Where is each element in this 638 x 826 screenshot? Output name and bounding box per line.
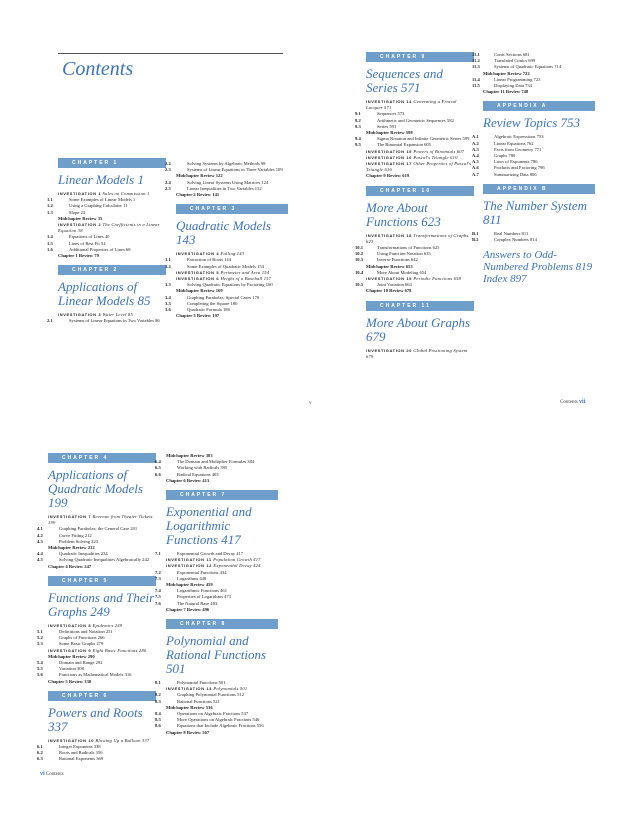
review-entry: Midchapter Review 598	[366, 130, 413, 136]
folio-center: v	[309, 401, 312, 406]
investigation-entry	[366, 161, 474, 173]
section-number: A.1	[472, 134, 479, 140]
section-title: Translated Conics 699	[494, 58, 536, 64]
section-title: Domain and Range 292	[59, 660, 103, 666]
chapter-block	[483, 249, 595, 285]
section-number: B.1	[472, 230, 479, 236]
investigation-title: Height of a Baseball 157	[220, 276, 272, 282]
section-title: Quadratic Inequalities 234	[59, 551, 108, 557]
section-title: Products and Factoring 796	[494, 165, 545, 171]
section-title: Systems of Quadratic Equations 714	[494, 64, 562, 70]
investigation-title: Global Positioning System 679	[366, 347, 468, 359]
investigation-label: INVESTIGATION 13	[166, 686, 212, 692]
section-number: 8.4	[155, 711, 161, 717]
section-number: 4.3	[37, 538, 43, 544]
review-entry: Midchapter Review 290	[48, 653, 95, 659]
section-number: 6.6	[155, 471, 161, 477]
chapter-band: APPENDIX A	[483, 101, 595, 111]
section-number: 11.5	[472, 83, 480, 89]
section-title: The Domain and Multiplier Formulas 384	[177, 459, 255, 465]
investigation-title: Periodic Functions 658	[413, 276, 462, 282]
chapter-band: CHAPTER 4	[48, 453, 156, 463]
section-entry	[47, 318, 166, 324]
section-number: 4.4	[37, 551, 43, 557]
toc-column-1	[37, 453, 156, 769]
section-title: Equations that Include Algebraic Fractions 556	[177, 723, 264, 729]
section-title: Working with Radicals 395	[177, 465, 228, 471]
section-title: Slope 23	[69, 209, 86, 215]
section-number: 1.6	[47, 246, 53, 252]
investigation-label: INVESTIGATION 19	[366, 276, 412, 282]
section-number: 3.4	[165, 294, 171, 300]
folio-right	[560, 399, 585, 406]
chapter-block	[472, 184, 595, 243]
section-number: 6.2	[37, 750, 43, 756]
section-number: 8.2	[155, 692, 161, 698]
back-matter-link: Index 897	[483, 273, 527, 286]
section-title: Solving Systems by Algebraic Methods 98	[187, 161, 266, 166]
chapter-title: Sequences and Series 571	[366, 66, 443, 95]
section-number: A.2	[472, 140, 479, 146]
review-entry: Midchapter Review 169	[176, 288, 223, 294]
investigation-entry	[366, 348, 474, 360]
review-entry: Midchapter Review 459	[166, 582, 213, 588]
review-entry: Chapter 8 Review 567	[166, 729, 210, 735]
section-title: Graphing Polynomial Functions 512	[177, 692, 244, 698]
section-number: A.3	[472, 146, 479, 152]
review-entry: Chapter 2 Review 141	[176, 192, 220, 198]
chapter-block	[37, 453, 156, 570]
investigation-title: Perimeter and Area 154	[220, 269, 270, 275]
section-title: Graphs of Functions 266	[59, 635, 105, 641]
investigation-label: INVESTIGATION 6	[176, 276, 220, 282]
chapter-title: Applications of Linear Models 85	[58, 279, 151, 309]
investigation-title: Falling 143	[220, 251, 245, 257]
section-title: Logarithmic Functions 461	[177, 588, 228, 594]
section-number: 1.2	[47, 203, 53, 209]
investigation-entry	[366, 233, 474, 245]
section-title: Some Examples of Quadratic Models 154	[187, 263, 264, 269]
review-entry: Chapter 9 Review 619	[366, 173, 410, 179]
section-number: 10.3	[355, 257, 364, 263]
section-number: 11.4	[472, 76, 480, 82]
investigation-label: INVESTIGATION 20	[366, 347, 412, 353]
section-number: 10.4	[355, 269, 364, 275]
section-title: Real Numbers 811	[494, 230, 529, 236]
section-number: A.5	[472, 159, 479, 165]
section-number: 2.1	[47, 318, 53, 324]
investigation-label: INVESTIGATION 16	[366, 154, 412, 160]
investigation-label: INVESTIGATION 5	[176, 269, 220, 275]
section-number: 3.3	[165, 282, 171, 288]
chapter-title: Polynomial and Rational Functions 501	[166, 633, 267, 677]
section-title: Problem Solving 223	[59, 538, 99, 544]
section-number: 7.4	[155, 588, 161, 594]
section-number: 1.3	[47, 209, 53, 215]
section-number: 2.4	[165, 179, 171, 185]
investigation-entry	[366, 99, 474, 111]
chapter-block	[37, 691, 156, 763]
section-title: Lines of Best Fit 54	[69, 240, 106, 246]
section-title: Using a Graphing Calculator 11	[69, 203, 128, 209]
chapter-block	[355, 186, 474, 295]
section-title: More Operations on Algebraic Fractions 546	[177, 717, 260, 723]
section-title: Definitions and Notation 251	[59, 629, 113, 635]
investigation-title: Powers of Binomials 607	[413, 148, 465, 154]
investigation-label: INVESTIGATION 17	[366, 161, 412, 167]
section-number: 11.2	[472, 58, 480, 64]
section-title: Variation 308	[59, 666, 84, 672]
toc-column-2	[155, 453, 278, 742]
investigation-title: Epidemics 249	[92, 622, 123, 628]
investigation-title: Polynomials 501	[213, 686, 248, 692]
section-title: Exponential Growth and Decay 417	[177, 551, 244, 557]
section-title: Operations on Algebraic Fractions 537	[177, 711, 249, 717]
investigation-title: Generating a Fractal Lacquer 571	[366, 99, 457, 111]
section-number: 6.3	[37, 756, 43, 762]
section-title: Conic Sections 681	[494, 52, 530, 57]
investigation-title: Population Growth 417	[213, 557, 261, 563]
section-number: 3.1	[165, 257, 171, 263]
chapter-block	[366, 301, 474, 360]
section-number: 7.2	[155, 569, 161, 575]
section-title: Systems of Linear Equations in Two Variables 86	[69, 318, 160, 324]
section-number: 9.1	[355, 111, 361, 117]
review-entry: Chapter 6 Review 413	[166, 477, 210, 483]
investigation-label: INVESTIGATION 14	[366, 99, 412, 104]
investigation-title: The Coefficients in a Linear Equation 38	[58, 222, 160, 234]
heading-rule	[58, 53, 283, 54]
chapter-title: Powers and Roots 337	[48, 704, 143, 734]
section-title: Rational Exponents 369	[59, 756, 104, 762]
section-title: Sequences 573	[377, 111, 405, 117]
section-title: Series 591	[377, 123, 397, 129]
folio-left	[40, 771, 64, 778]
section-title: Rational Functions 521	[177, 698, 220, 704]
section-title: Summarizing Data 806	[494, 171, 537, 177]
contents-page-bottom	[0, 413, 638, 826]
investigation-entry	[48, 648, 156, 654]
chapter-block	[47, 158, 166, 259]
investigation-label: INVESTIGATION 10	[48, 737, 94, 743]
chapter-block	[155, 619, 278, 736]
section-title: Arithmetic and Geometric Sequences 582	[377, 117, 454, 123]
section-title: Transformations of Functions 625	[377, 245, 440, 251]
investigation-label: INVESTIGATION 9	[48, 647, 92, 653]
review-entry: Midchapter Review 35	[58, 215, 103, 221]
section-number: 2.2	[165, 161, 171, 166]
section-number: 8.5	[155, 717, 161, 723]
review-entry: Midchapter Review 122	[176, 173, 223, 179]
investigation-title: Revenue from Theater Tickets 199	[48, 514, 153, 526]
section-title: Graphing Parabolas; the General Case 201	[59, 526, 138, 532]
investigation-title: Pascal's Triangle 610	[413, 154, 458, 160]
section-title: Radical Equations 403	[177, 471, 219, 477]
section-title: The Natural Base 483	[177, 600, 218, 606]
section-number: 3.5	[165, 300, 171, 306]
section-title: Laws of Exponents 786	[494, 159, 538, 165]
section-title: Algebraic Expressions 753	[494, 134, 544, 140]
investigation-title: Blowing Up a Balloon 337	[95, 737, 150, 743]
section-number: 6.1	[37, 744, 43, 750]
investigation-label: INVESTIGATION 18	[366, 232, 412, 238]
section-number: A.7	[472, 171, 479, 177]
section-title: Complex Numbers 814	[494, 237, 537, 243]
page-title: Contents	[62, 58, 134, 80]
section-title: More About Modeling 654	[377, 269, 427, 275]
section-number: 9.2	[355, 117, 361, 123]
section-title: Integer Exponents 338	[59, 744, 101, 750]
section-title: Graphs 780	[494, 153, 516, 159]
investigation-label: INVESTIGATION 11	[166, 557, 212, 563]
section-number: 1.4	[47, 234, 53, 240]
section-number: A.6	[472, 165, 479, 171]
section-number: 6.4	[155, 459, 161, 465]
chapter-block	[37, 576, 156, 685]
chapter-block	[155, 490, 278, 613]
investigation-label: INVESTIGATION 8	[48, 622, 92, 628]
section-title: Inverse Functions 642	[377, 257, 418, 263]
chapter-title: Exponential and Logarithmic Functions 417	[166, 504, 252, 548]
section-number: 6.5	[155, 465, 161, 471]
chapter-block	[472, 52, 595, 95]
investigation-entry	[48, 514, 156, 526]
toc-column-4	[472, 52, 595, 291]
chapter-title: Linear Models 1	[58, 172, 144, 187]
review-entry: Midchapter Review 653	[366, 263, 413, 269]
chapter-block	[165, 161, 288, 198]
chapter-band: CHAPTER 2	[58, 265, 166, 275]
section-number: 7.5	[155, 594, 161, 600]
chapter-title: Quadratic Models 143	[176, 218, 271, 248]
section-number: 5.2	[37, 635, 43, 641]
section-entry	[155, 723, 278, 729]
investigation-title: Eight Basic Functions 280	[92, 647, 147, 653]
chapter-title: Functions and Their Graphs 249	[48, 589, 155, 619]
chapter-title: More About Functions 623	[366, 199, 441, 229]
page-number: vii	[579, 399, 586, 405]
section-number: A.4	[472, 153, 479, 159]
section-number: 3.2	[165, 263, 171, 269]
section-title: Equations of Lines 40	[69, 234, 110, 240]
review-entry: Midchapter Review 536	[166, 704, 213, 710]
chapter-band: CHAPTER 11	[366, 301, 474, 311]
section-number: 7.1	[155, 551, 161, 557]
section-title: The Binomial Expansion 605	[377, 142, 431, 148]
section-number: 3.6	[165, 307, 171, 313]
back-matter-link: Answers to Odd-Numbered Problems 819	[483, 249, 593, 274]
section-title: Linear Programming 723	[494, 76, 541, 82]
section-title: Quadratic Formula 186	[187, 307, 230, 313]
investigation-label: INVESTIGATION 3	[58, 312, 102, 318]
investigation-label: INVESTIGATION 7	[48, 514, 92, 519]
section-title: Solving Quadratic Equations by Factoring 160	[187, 282, 273, 288]
investigation-label: INVESTIGATION 4	[176, 251, 220, 257]
investigation-label: INVESTIGATION 15	[366, 148, 412, 154]
section-title: Systems of Linear Equations in Three Variables 109	[187, 167, 283, 173]
section-number: 7.6	[155, 600, 161, 606]
review-entry: Chapter 11 Review 748	[483, 89, 529, 95]
section-title: Functions as Mathematical Models 316	[59, 672, 132, 678]
section-title: Displaying Data 734	[494, 83, 533, 89]
chapter-band: CHAPTER 9	[366, 52, 474, 62]
chapter-title: The Number System 811	[483, 197, 587, 227]
section-entry	[472, 171, 595, 178]
section-number: 7.3	[155, 575, 161, 581]
section-number: 4.5	[37, 557, 43, 563]
investigation-entry	[58, 222, 166, 234]
section-number: 11.1	[472, 52, 480, 57]
section-number: 4.2	[37, 532, 43, 538]
toc-column-1	[47, 158, 166, 331]
section-number: 4.1	[37, 526, 43, 532]
section-number: 5.6	[37, 672, 43, 678]
section-title: Sigma Notation and Infinite Geometric Series 599	[377, 136, 470, 142]
chapter-band: CHAPTER 10	[366, 186, 474, 196]
chapter-band: CHAPTER 5	[48, 576, 156, 586]
section-title: Solving Quadratic Inequalities Algebraically 242	[59, 557, 150, 563]
section-title: Linear Inequalities in Two Variables 132	[187, 185, 262, 191]
investigation-title: Transformations of Graphs 623	[366, 232, 469, 244]
chapter-band: CHAPTER 1	[58, 158, 166, 168]
review-entry: Chapter 7 Review 496	[166, 606, 210, 612]
review-entry: Chapter 4 Review 247	[48, 563, 92, 569]
investigation-title: Other Properties of Pascal's Triangle 616	[366, 161, 472, 173]
folio-label: Contents	[560, 400, 578, 405]
investigation-label: INVESTIGATION 2	[58, 222, 102, 228]
section-number: 5.3	[37, 641, 43, 647]
section-number: 1.1	[47, 197, 53, 203]
section-number: 2.3	[165, 167, 171, 173]
section-title: Using Function Notation 635	[377, 251, 431, 257]
section-entry	[37, 756, 156, 762]
section-number: 11.3	[472, 64, 480, 70]
chapter-band: CHAPTER 6	[48, 691, 156, 701]
chapter-block	[165, 204, 288, 319]
review-entry: Chapter 1 Review 79	[58, 253, 99, 259]
section-number: 10.5	[355, 282, 364, 288]
chapter-block	[155, 453, 278, 484]
folio-label: Contents	[45, 772, 64, 777]
section-number: 8.6	[155, 723, 161, 729]
section-number: 5.4	[37, 660, 43, 666]
section-title: Polynomial Functions 501	[177, 680, 226, 686]
section-title: Additional Properties of Lines 68	[69, 246, 131, 252]
investigation-title: Water Level 85	[102, 312, 133, 318]
chapter-title: Review Topics 753	[483, 115, 581, 131]
review-entry: Chapter 5 Review 330	[48, 678, 92, 684]
section-title: Facts from Geometry 771	[494, 146, 542, 152]
investigation-label: INVESTIGATION 12	[166, 563, 212, 569]
review-entry: Midchapter Review 383	[166, 453, 213, 458]
review-entry: Midchapter Review 722	[483, 70, 530, 76]
toc-column-2	[165, 161, 288, 325]
section-number: 9.3	[355, 123, 361, 129]
section-number: 10.2	[355, 251, 364, 257]
section-title: Logarithms 448	[177, 575, 207, 581]
section-entry	[472, 237, 595, 243]
chapter-title: More About Graphs 679	[366, 314, 470, 344]
chapter-block	[355, 52, 474, 180]
section-entry	[37, 557, 156, 563]
section-title: Exponential Functions 434	[177, 569, 227, 575]
section-title: Solving Linear Systems Using Matrices 124	[187, 179, 269, 185]
chapter-band: CHAPTER 3	[176, 204, 288, 214]
section-title: Graphing Parabolas; Special Cases 170	[187, 294, 260, 300]
section-title: Some Basic Graphs 279	[59, 641, 104, 647]
review-entry: Chapter 10 Review 678	[366, 288, 412, 294]
section-title: Curve Fitting 212	[59, 532, 92, 538]
section-title: Linear Equations 762	[494, 140, 534, 146]
section-title: Completing the Square 180	[187, 300, 238, 306]
section-title: Properties of Logarithms 473	[177, 594, 231, 600]
section-number: 9.5	[355, 142, 361, 148]
section-title: Extraction of Roots 144	[187, 257, 232, 263]
review-entry: Midchapter Review 232	[48, 545, 95, 551]
section-number: 9.4	[355, 136, 361, 142]
section-number: 2.5	[165, 185, 171, 191]
chapter-band: APPENDIX B	[483, 184, 595, 194]
section-number: 5.5	[37, 666, 43, 672]
investigation-title: Sales on Commission 1	[102, 191, 150, 196]
section-number: 5.1	[37, 629, 43, 635]
chapter-band: CHAPTER 7	[166, 490, 278, 500]
chapter-title: Applications of Quadratic Models 199	[48, 467, 143, 510]
section-number: 8.1	[155, 680, 161, 686]
page-number: vi	[40, 771, 45, 777]
chapter-band: CHAPTER 8	[166, 619, 278, 629]
section-title: Joint Variation 663	[377, 282, 412, 288]
section-number: 10.1	[355, 245, 364, 251]
toc-column-3	[355, 52, 474, 366]
section-title: Some Examples of Linear Models 1	[69, 197, 136, 203]
investigation-label: INVESTIGATION 1	[58, 191, 102, 196]
review-entry: Chapter 3 Review 197	[176, 313, 220, 319]
investigation-title: Exponential Decay 424	[213, 563, 261, 569]
section-number: B.2	[472, 237, 479, 243]
chapter-block	[47, 265, 166, 324]
chapter-block	[472, 101, 595, 177]
section-number: 8.3	[155, 698, 161, 704]
section-number: 1.5	[47, 240, 53, 246]
section-title: Roots and Radicals 356	[59, 750, 103, 756]
